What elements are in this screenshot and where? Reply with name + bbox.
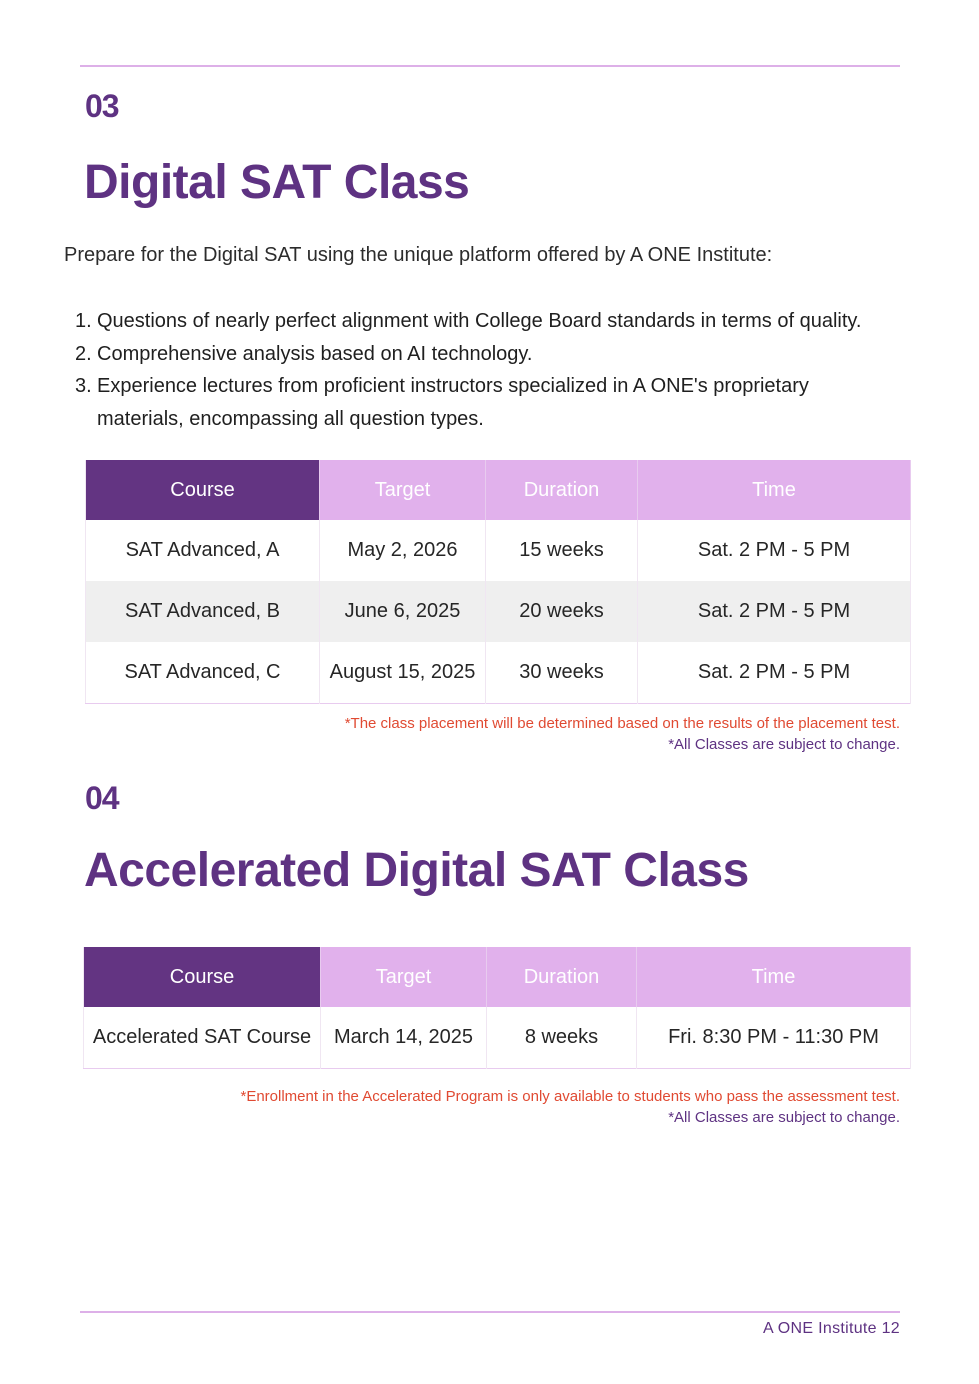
list-item xyxy=(75,338,927,371)
section-number: 03 xyxy=(85,88,119,124)
table-header-row xyxy=(86,460,911,520)
cell-duration: 20 weeks xyxy=(486,581,638,642)
cell-duration: 15 weeks xyxy=(486,520,638,581)
section-number: 04 xyxy=(85,780,119,816)
feature-list xyxy=(75,305,927,435)
course-schedule-table xyxy=(85,460,911,704)
accelerated-course-table xyxy=(83,947,911,1069)
list-item-number: 1. xyxy=(75,310,92,332)
table-row xyxy=(86,581,911,642)
column-header-course: Course xyxy=(86,460,320,520)
cell-time: Sat. 2 PM - 5 PM xyxy=(638,520,911,581)
table-header-row xyxy=(84,947,911,1007)
enrollment-note: *Enrollment in the Accelerated Program is only available to students who pass the assessment test. xyxy=(240,1088,900,1105)
cell-time: Sat. 2 PM - 5 PM xyxy=(638,642,911,704)
list-item-text: Questions of nearly perfect alignment with College Board standards in terms of quality. xyxy=(97,310,862,332)
list-item xyxy=(75,370,867,435)
placement-note: *The class placement will be determined based on the results of the placement test. xyxy=(344,715,900,732)
list-item xyxy=(75,305,927,338)
cell-duration: 30 weeks xyxy=(486,642,638,704)
section-title: Accelerated Digital SAT Class xyxy=(84,844,749,897)
table-row xyxy=(86,642,911,704)
top-divider xyxy=(80,65,900,67)
column-header-duration: Duration xyxy=(487,947,637,1007)
list-item-text: Comprehensive analysis based on AI technology. xyxy=(97,342,533,365)
cell-course: SAT Advanced, B xyxy=(86,581,320,642)
cell-target: June 6, 2025 xyxy=(320,581,486,642)
column-header-time: Time xyxy=(637,947,911,1007)
cell-duration: 8 weeks xyxy=(487,1007,637,1069)
cell-time: Fri. 8:30 PM - 11:30 PM xyxy=(637,1007,911,1069)
column-header-target: Target xyxy=(320,460,486,520)
column-header-duration: Duration xyxy=(486,460,638,520)
column-header-course: Course xyxy=(84,947,321,1007)
list-item-number: 2. xyxy=(75,342,92,365)
change-note: *All Classes are subject to change. xyxy=(668,736,900,753)
cell-course: Accelerated SAT Course xyxy=(84,1007,321,1069)
page-footer: A ONE Institute 12 xyxy=(762,1320,900,1337)
table-row xyxy=(86,520,911,581)
bottom-divider xyxy=(80,1311,900,1313)
cell-target: March 14, 2025 xyxy=(321,1007,487,1069)
cell-target: May 2, 2026 xyxy=(320,520,486,581)
cell-course: SAT Advanced, A xyxy=(86,520,320,581)
section-title: Digital SAT Class xyxy=(84,156,470,209)
column-header-time: Time xyxy=(638,460,911,520)
cell-course: SAT Advanced, C xyxy=(86,642,320,704)
cell-time: Sat. 2 PM - 5 PM xyxy=(638,581,911,642)
list-item-text: Experience lectures from proficient instructors specialized in A ONE's proprietary materials, encompassing all question types. xyxy=(97,375,809,430)
list-item-number: 3. xyxy=(75,375,92,397)
cell-target: August 15, 2025 xyxy=(320,642,486,704)
section-intro: Prepare for the Digital SAT using the unique platform offered by A ONE Institute: xyxy=(64,244,773,266)
column-header-target: Target xyxy=(321,947,487,1007)
change-note: *All Classes are subject to change. xyxy=(668,1109,900,1126)
table-row xyxy=(84,1007,911,1069)
